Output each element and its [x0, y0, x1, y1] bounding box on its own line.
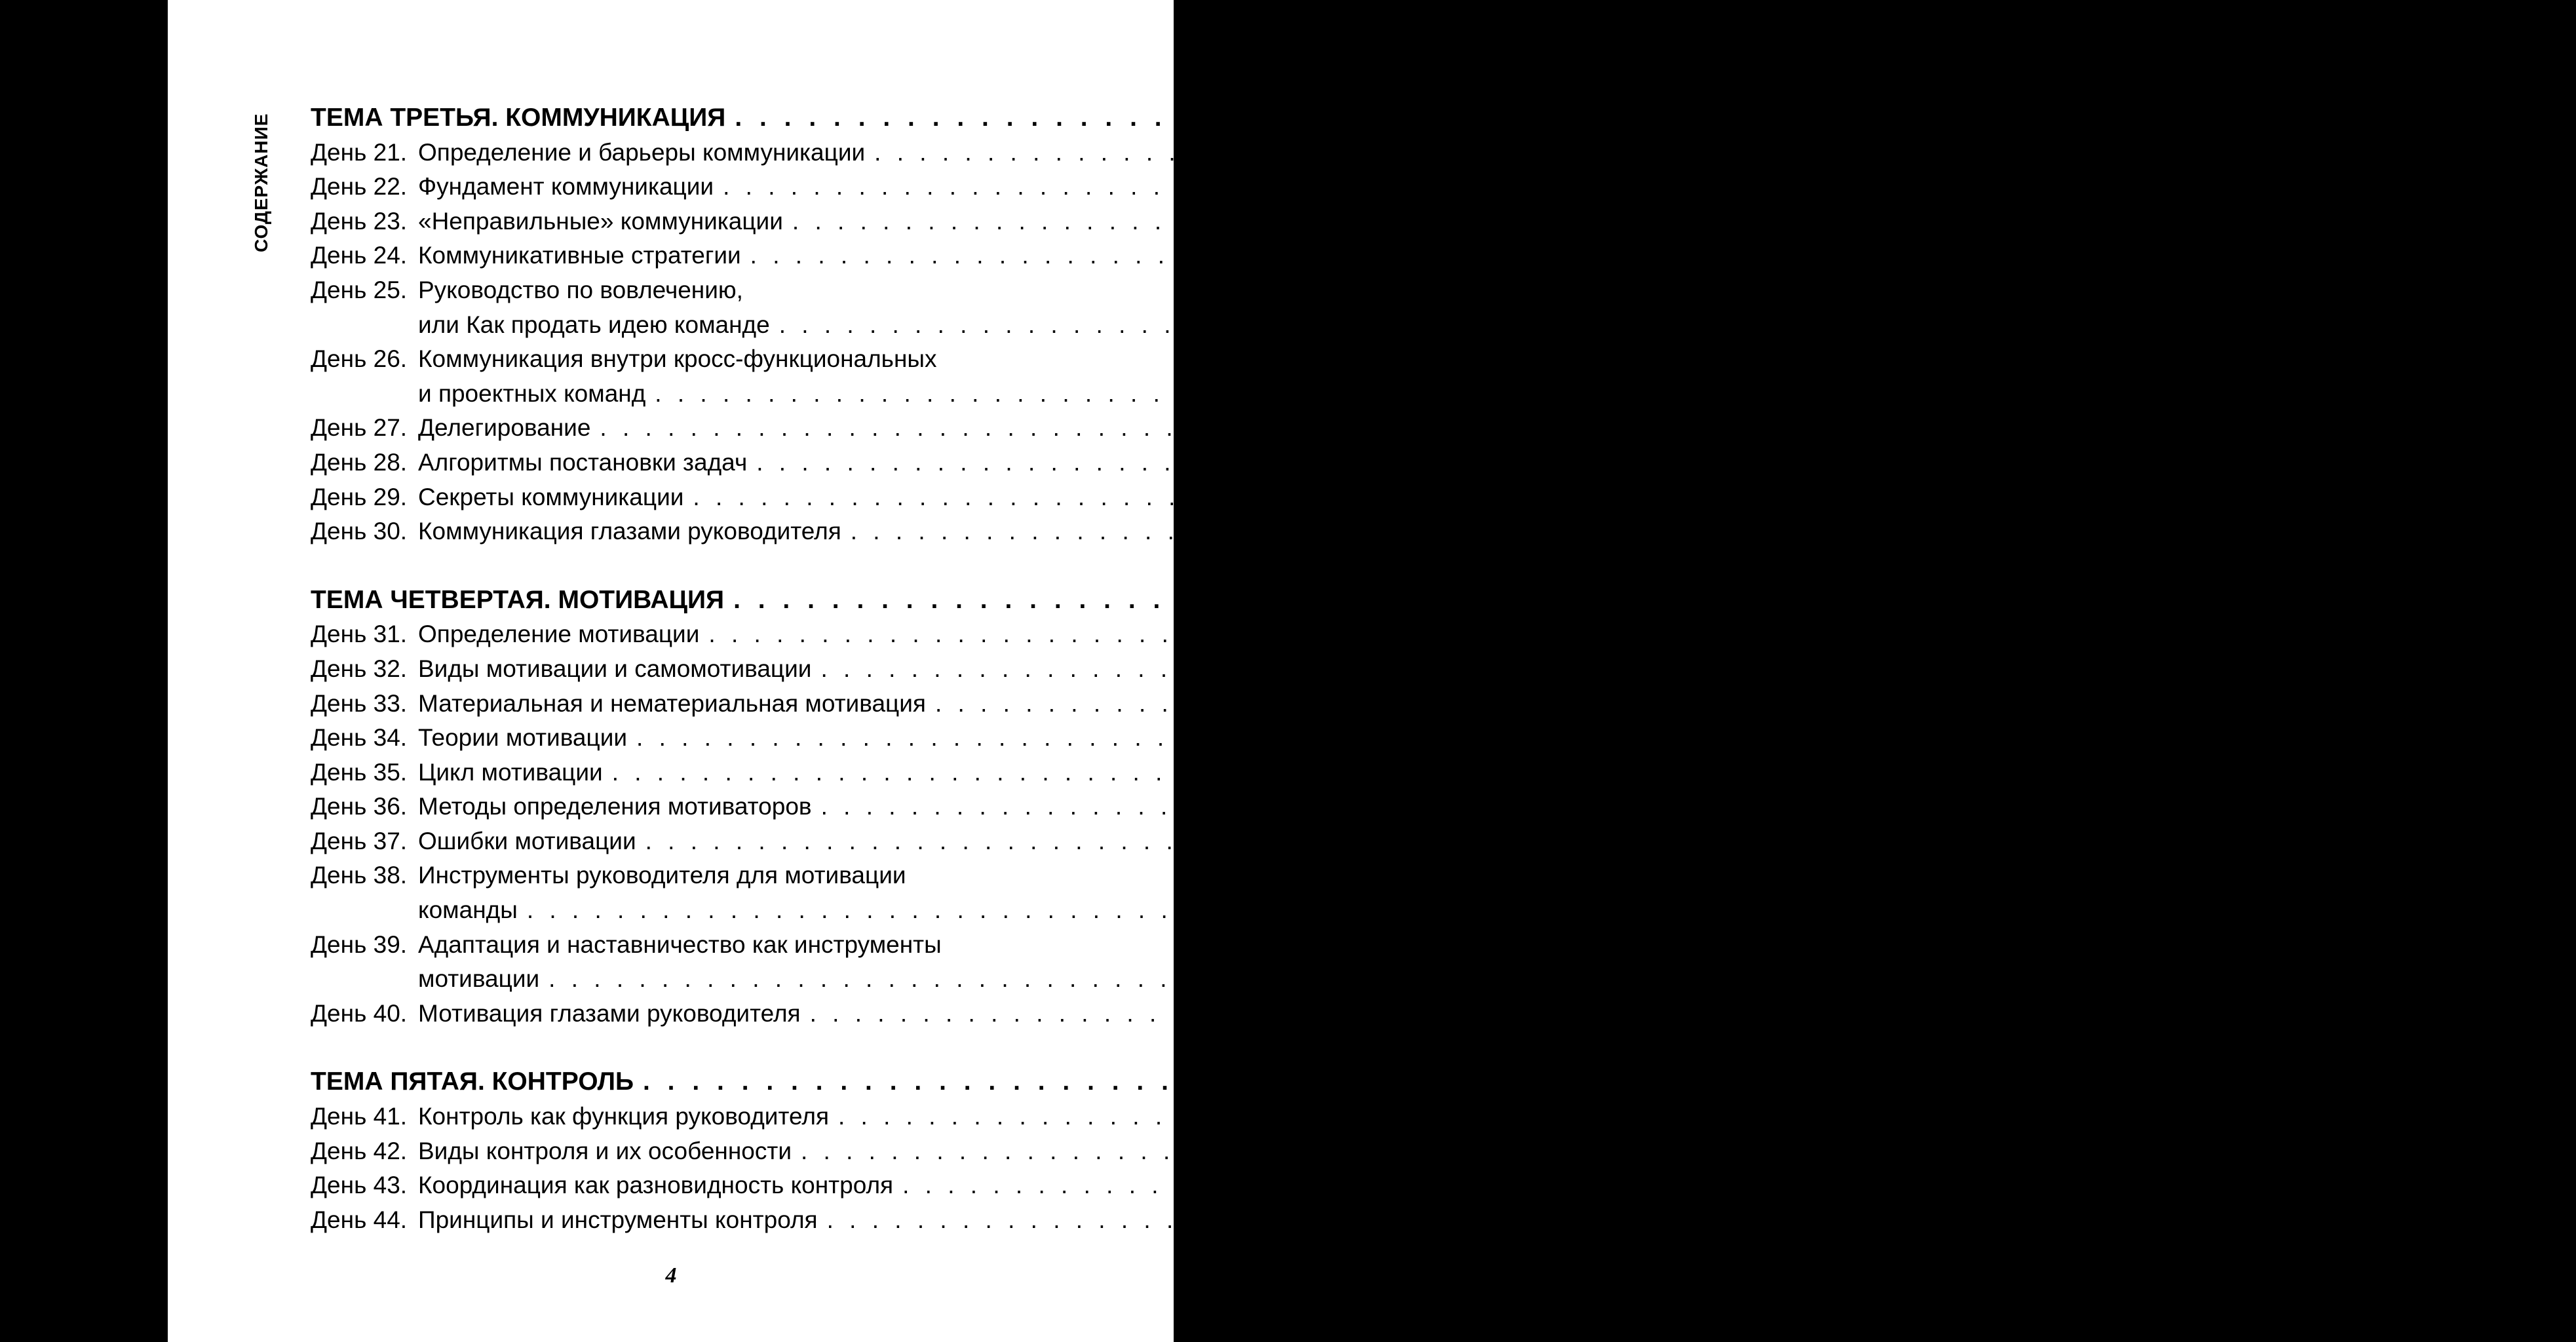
toc-entry-row: [311, 756, 2253, 790]
toc-entry-row: [311, 308, 2420, 343]
entry-title: «Неправильные» коммуникации: [418, 207, 783, 235]
entry-title: Определение и барьеры коммуникации: [418, 138, 866, 166]
section-page-number: 191: [2479, 104, 2522, 132]
dot-leader: . . . . . . . . . . . . . . . . . . . . . . . . . . . . . . . . . . . . . . . . . . . . . . . . . . . . . . . . . . . . . . . . . . . . . . .: [792, 207, 2389, 235]
entry-title: и проектных команд: [418, 379, 646, 407]
entry-title: Коммуникация внутри кросс-функциональных: [418, 345, 937, 373]
entry-title: Мотивация глазами руководителя: [418, 999, 801, 1027]
entry-title: мотивации: [418, 965, 540, 993]
toc-entry-line: [311, 411, 2241, 446]
dot-leader: . . . . . . . . . . . . . . . . . . . . . . . . . . . . . . . . . . . . . . . . . . . . . . . . . . . . . . . . . . . . . . . . . . . . . . .: [820, 655, 2417, 682]
toc-entry-line: [311, 480, 2334, 515]
dot-leader: . . . . . . . . . . . . . . . . . . . . . . . . . . . . . . . . . . . . . . . . . . . . . . . . . . . . . . . . . . . . . . . . . . . . . . .: [874, 138, 2471, 166]
entry-title: Алгоритмы постановки задач: [418, 448, 748, 476]
entry-page-number: 404: [2410, 999, 2451, 1027]
toc-entry-line: [311, 377, 2296, 412]
toc-entry-line: [311, 652, 2462, 687]
dot-leader: . . . . . . . . . . . . . . . . . . . . . . . . . . . . . . . . . . . . . . . . . . . . . . . . . . . . . . . . . . . . . . . . . . . . . . .: [645, 827, 2242, 854]
dot-leader: . . . . . . . . . . . . . . . . . . . . . . . . . . . . . . . . . . . . . . . . . . . . . . . . . . . . . . . . . . . . . . . . . . . . . . .: [548, 965, 2145, 993]
dot-leader: . . . . . . . . . . . . . . . . . . . . . . . . . . . . . . . . . . . . . . . . . . . . . . . . . . . . . . . . . . . . . . . . . . . . . . .: [636, 724, 2233, 752]
entry-day: День 26.: [311, 345, 408, 373]
entry-title: Контроль как функция руководителя: [418, 1103, 829, 1130]
toc-entry-row: [311, 997, 2451, 1031]
entry-page-number: 283: [2293, 483, 2334, 510]
entry-title: Делегирование: [418, 414, 591, 442]
toc-entry-line: [311, 170, 2364, 204]
toc-entry-row: [311, 721, 2278, 756]
entry-title: команды: [418, 896, 518, 924]
dot-leader: . . . . . . . . . . . . . . . . . . . . . . . . . . . . . . . . . . . . . . . . . . . . . . . . . . . . . . . . . . . . . . . . . . . . . . .: [733, 585, 2474, 614]
toc-entry-line: [311, 928, 1025, 963]
toc-entry-line: [311, 342, 1025, 377]
toc-entry-row: [311, 652, 2462, 687]
entry-day: День 29.: [311, 483, 408, 510]
entry-page-number: 329: [2237, 724, 2278, 752]
entry-day: День 31.: [311, 621, 408, 648]
dot-leader: . . . . . . . . . . . . . . . . . . . . . . . . . . . . . . . . . . . . . . . . . . . . . . . . . . . . . . . . . . . . . . . . . . . . . . .: [693, 483, 2290, 510]
side-label-text: СОДЕРЖАНИЕ: [251, 113, 271, 252]
dot-leader: . . . . . . . . . . . . . . . . . . . . . . . . . . . . . . . . . . . . . . . . . . . . . . . . . . . . . . . . . . . . . . . . . . . . . . .: [826, 1206, 2424, 1233]
toc-entry-line: [311, 136, 2516, 170]
entry-title: Ошибки мотивации: [418, 827, 636, 854]
toc-entry-row: [311, 1100, 2480, 1134]
section-heading: [311, 583, 2520, 618]
entry-page-number: 257: [2200, 414, 2241, 442]
entry-page-number: 193: [2474, 138, 2516, 166]
entry-day: День 44.: [311, 1206, 408, 1233]
entry-title: Теории мотивации: [418, 724, 628, 752]
toc-entry-row: [311, 204, 2434, 239]
entry-page-number: 269: [2356, 448, 2398, 476]
entry-title: Цикл мотивации: [418, 758, 603, 786]
section-heading-row: [311, 1065, 2430, 1100]
toc-entry-row: [311, 1134, 2442, 1169]
toc-entry-row: [311, 962, 2190, 997]
toc-entry-row: [311, 617, 2350, 652]
section-gap: [311, 549, 1025, 583]
page-number: 4: [665, 1263, 677, 1288]
entry-title: Координация как разновидность контроля: [418, 1172, 894, 1199]
section-heading-row: [311, 583, 2520, 618]
entry-page-number: 412: [2438, 1103, 2480, 1130]
entry-day: День 35.: [311, 758, 408, 786]
toc-entry-line: [311, 514, 2491, 549]
entry-day: День 28.: [311, 448, 408, 476]
entry-page-number: 247: [2255, 379, 2296, 407]
entry-title: Фундамент коммуникации: [418, 173, 714, 201]
entry-day: День 34.: [311, 724, 408, 752]
toc-entry-row: [311, 411, 2241, 446]
entry-page-number: 301: [2309, 621, 2350, 648]
entry-page-number: 236: [2379, 311, 2420, 338]
entry-page-number: 354: [2421, 793, 2462, 820]
section-title: ТЕМА ЧЕТВЕРТАЯ. МОТИВАЦИЯ: [311, 585, 725, 614]
toc-entry-line: [311, 721, 2278, 756]
entry-title: Секреты коммуникации: [418, 483, 684, 510]
entry-day: День 41.: [311, 1103, 408, 1130]
entry-title: Коммуникативные стратегии: [418, 242, 741, 269]
entry-page-number: 437: [2427, 1206, 2468, 1233]
entry-day: День 32.: [311, 655, 408, 682]
entry-page-number: 205: [2323, 173, 2364, 201]
toc-entry-row: [311, 824, 2286, 859]
toc-entry-line: [311, 858, 1025, 893]
dot-leader: . . . . . . . . . . . . . . . . . . . . . . . . . . . . . . . . . . . . . . . . . . . . . . . . . . . . . . . . . . . . . . . . . . . . . . .: [723, 173, 2320, 201]
toc-entry-line: [311, 756, 2253, 790]
toc-entry-line: [311, 790, 2462, 824]
section-title: ТЕМА ПЯТАЯ. КОНТРОЛЬ: [311, 1067, 634, 1096]
entry-page-number: 430: [2503, 1172, 2544, 1199]
toc-entry-row: [311, 928, 1025, 963]
toc-entry-line: [311, 1100, 2480, 1134]
toc-entry-line: [311, 273, 1025, 308]
toc-entry-line: [311, 997, 2451, 1031]
entry-title: Виды мотивации и самомотивации: [418, 655, 812, 682]
entry-title: Методы определения мотиваторов: [418, 793, 812, 820]
section-title: ТЕМА ТРЕТЬЯ. КОММУНИКАЦИЯ: [311, 104, 726, 132]
entry-title: Инструменты руководителя для мотивации: [418, 862, 906, 889]
entry-day: День 37.: [311, 827, 408, 854]
dot-leader: . . . . . . . . . . . . . . . . . . . . . . . . . . . . . . . . . . . . . . . . . . . . . . . . . . . . . . . . . . . . . . . . . . . . . . .: [735, 104, 2476, 132]
entry-day: День 40.: [311, 999, 408, 1027]
toc-entry-row: [311, 514, 2491, 549]
section-heading: [311, 101, 2522, 136]
entry-day: День 30.: [311, 518, 408, 545]
entry-day: День 24.: [311, 242, 408, 269]
toc-entry-row: [311, 790, 2462, 824]
toc-entry-line: [311, 962, 2190, 997]
dot-leader: . . . . . . . . . . . . . . . . . . . . . . . . . . . . . . . . . . . . . . . . . . . . . . . . . . . . . . . . . . . . . . . . . . . . . . .: [655, 379, 2252, 407]
section-gap: [311, 1031, 1025, 1065]
toc-entry-row: [311, 687, 2576, 721]
section-page-number: 299: [2477, 585, 2520, 614]
section-page-number: 410: [2387, 1067, 2430, 1096]
toc-entry-line: [311, 239, 2391, 273]
dot-leader: . . . . . . . . . . . . . . . . . . . . . . . . . . . . . . . . . . . . . . . . . . . . . . . . . . . . . . . . . . . . . . . . . . . . . . .: [611, 758, 2209, 786]
entry-page-number: 380: [2127, 896, 2168, 924]
toc-entry-line: [311, 893, 2168, 928]
dot-leader: . . . . . . . . . . . . . . . . . . . . . . . . . . . . . . . . . . . . . . . . . . . . . . . . . . . . . . . . . . . . . . . . . . . . . . .: [750, 242, 2347, 269]
dot-leader: . . . . . . . . . . . . . . . . . . . . . . . . . . . . . . . . . . . . . . . . . . . . . . . . . . . . . . . . . . . . . . . . . . . . . . .: [526, 896, 2124, 924]
toc-entry-line: [311, 204, 2434, 239]
entry-title: Виды контроля и их особенности: [418, 1137, 792, 1164]
toc-entry-row: [311, 342, 1025, 377]
toc-entry-line: [311, 308, 2420, 343]
toc-entry-row: [311, 136, 2516, 170]
toc-entry-row: [311, 1203, 2468, 1238]
toc-entry-row: [311, 858, 1025, 893]
dot-leader: . . . . . . . . . . . . . . . . . . . . . . . . . . . . . . . . . . . . . . . . . . . . . . . . . . . . . . . . . . . . . . . . . . . . . . .: [708, 621, 2305, 648]
entry-page-number: 390: [2149, 965, 2190, 993]
dot-leader: . . . . . . . . . . . . . . . . . . . . . . . . . . . . . . . . . . . . . . . . . . . . . . . . . . . . . . . . . . . . . . . . . . . . . . .: [837, 1103, 2435, 1130]
toc-entry-row: [311, 239, 2391, 273]
toc-entry-line: [311, 1134, 2442, 1169]
entry-title: Материальная и нематериальная мотивация: [418, 689, 926, 717]
entry-page-number: 419: [2401, 1137, 2442, 1164]
section-heading-row: [311, 101, 2522, 136]
entry-page-number: 293: [2451, 518, 2491, 545]
toc-entry-line: [311, 617, 2350, 652]
entry-page-number: 368: [2246, 827, 2286, 854]
toc-entry-row: [311, 377, 2296, 412]
dot-leader: . . . . . . . . . . . . . . . . . . . . . . . . . . . . . . . . . . . . . . . . . . . . . . . . . . . . . . . . . . . . . . . . . . . . . . .: [779, 311, 2376, 338]
entry-day: День 21.: [311, 138, 408, 166]
entry-page-number: 308: [2421, 655, 2462, 682]
section-heading: [311, 1065, 2430, 1100]
dot-leader: . . . . . . . . . . . . . . . . . . . . . . . . . . . . . . . . . . . . . . . . . . . . . . . . . . . . . . . . . . . . . . . . . . . . . . .: [902, 1172, 2499, 1199]
entry-day: День 43.: [311, 1172, 408, 1199]
dot-leader: . . . . . . . . . . . . . . . . . . . . . . . . . . . . . . . . . . . . . . . . . . . . . . . . . . . . . . . . . . . . . . . . . . . . . . .: [820, 793, 2418, 820]
toc-entry-line: [311, 1203, 2468, 1238]
entry-title: Определение мотивации: [418, 621, 700, 648]
entry-title: Руководство по вовлечению,: [418, 276, 743, 303]
table-of-contents: [311, 101, 2576, 1237]
dot-leader: . . . . . . . . . . . . . . . . . . . . . . . . . . . . . . . . . . . . . . . . . . . . . . . . . . . . . . . . . . . . . . . . . . . . . . .: [756, 448, 2353, 476]
toc-entry-row: [311, 480, 2334, 515]
toc-entry-line: [311, 687, 2576, 721]
toc-entry-row: [311, 893, 2168, 928]
entry-page-number: 319: [2535, 689, 2576, 717]
entry-day: День 36.: [311, 793, 408, 820]
entry-day: День 25.: [311, 276, 408, 303]
entry-day: День 38.: [311, 862, 408, 889]
entry-day: День 33.: [311, 689, 408, 717]
toc-entry-line: [311, 446, 2398, 480]
toc-entry-row: [311, 273, 1025, 308]
toc-entry-line: [311, 824, 2286, 859]
entry-page-number: 217: [2393, 207, 2434, 235]
entry-page-number: 340: [2212, 758, 2253, 786]
dot-leader: . . . . . . . . . . . . . . . . . . . . . . . . . . . . . . . . . . . . . . . . . . . . . . . . . . . . . . . . . . . . . . . . . . . . . . .: [801, 1137, 2398, 1164]
dot-leader: . . . . . . . . . . . . . . . . . . . . . . . . . . . . . . . . . . . . . . . . . . . . . . . . . . . . . . . . . . . . . . . . . . . . . . .: [934, 689, 2532, 717]
entry-page-number: 227: [2351, 242, 2391, 269]
entry-title: или Как продать идею команде: [418, 311, 770, 338]
entry-title: Адаптация и наставничество как инструменты: [418, 930, 942, 958]
entry-day: День 23.: [311, 207, 408, 235]
toc-entry-row: [311, 1168, 2544, 1203]
entry-day: День 42.: [311, 1137, 408, 1164]
dot-leader: . . . . . . . . . . . . . . . . . . . . . . . . . . . . . . . . . . . . . . . . . . . . . . . . . . . . . . . . . . . . . . . . . . . . . . .: [600, 414, 2197, 442]
entry-day: День 39.: [311, 930, 408, 958]
toc-entry-line: [311, 1168, 2544, 1203]
toc-entry-row: [311, 446, 2398, 480]
entry-day: День 27.: [311, 414, 408, 442]
entry-title: Коммуникация глазами руководителя: [418, 518, 841, 545]
dot-leader: . . . . . . . . . . . . . . . . . . . . . . . . . . . . . . . . . . . . . . . . . . . . . . . . . . . . . . . . . . . . . . . . . . . . . . .: [809, 999, 2407, 1027]
toc-entry-row: [311, 170, 2364, 204]
dot-leader: . . . . . . . . . . . . . . . . . . . . . . . . . . . . . . . . . . . . . . . . . . . . . . . . . . . . . . . . . . . . . . . . . . . . . . .: [643, 1067, 2383, 1096]
entry-title: Принципы и инструменты контроля: [418, 1206, 818, 1233]
entry-day: День 22.: [311, 173, 408, 201]
dot-leader: . . . . . . . . . . . . . . . . . . . . . . . . . . . . . . . . . . . . . . . . . . . . . . . . . . . . . . . . . . . . . . . . . . . . . . .: [850, 518, 2448, 545]
